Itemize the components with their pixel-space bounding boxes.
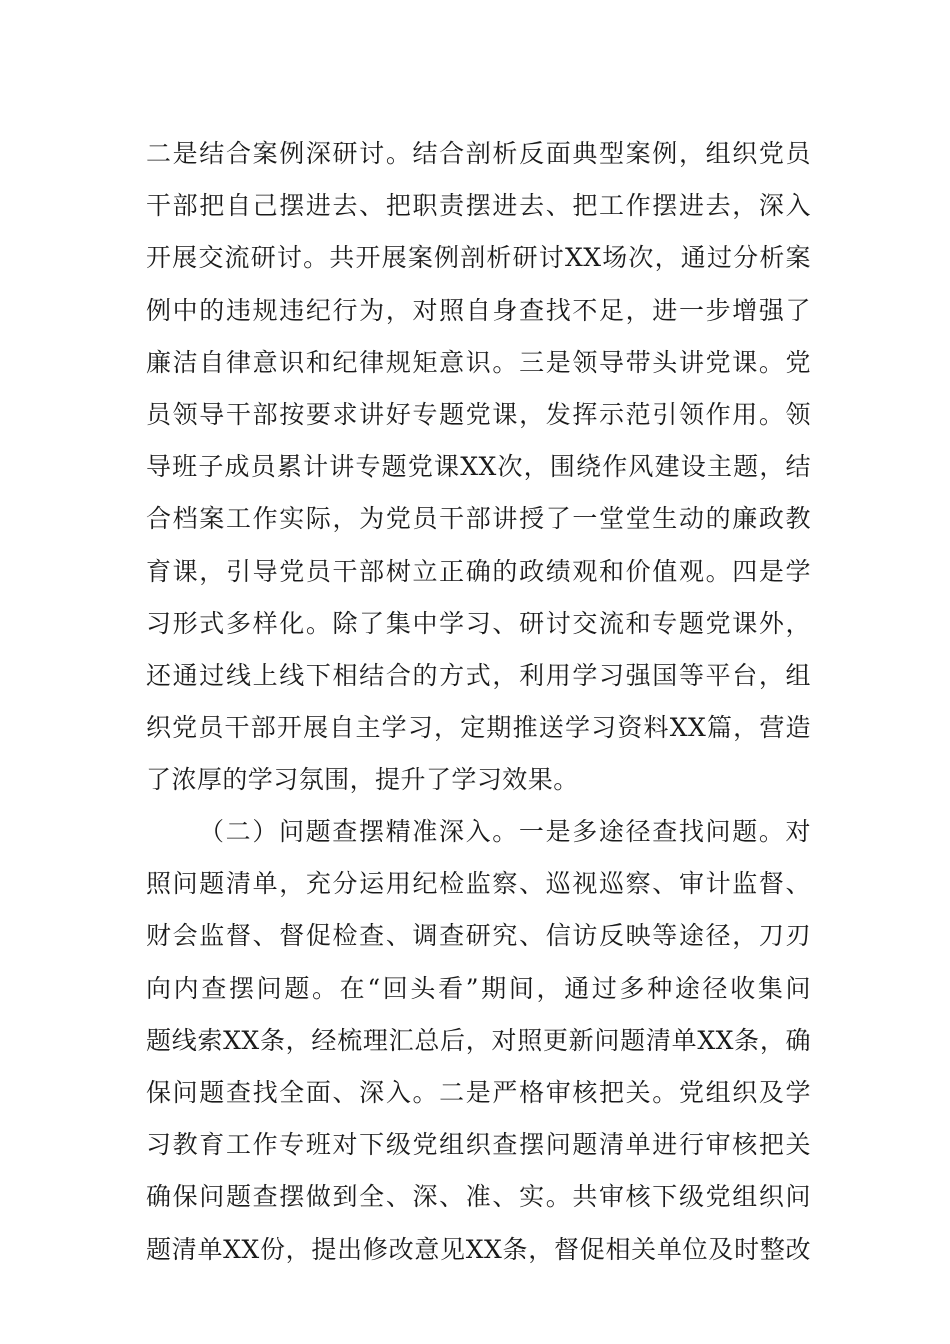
paragraph-line: 向内查摆问题。在“回头看”期间，通过多种途径收集问 (146, 973, 811, 1003)
paragraph-line: 保问题查找全面、深入。二是严格审核把关。党组织及学 (146, 1077, 811, 1107)
paragraph-line: （二）问题查摆精准深入。一是多途径查找问题。对 (199, 817, 811, 846)
paragraph-line: 员领导干部按要求讲好专题党课，发挥示范引领作用。领 (146, 399, 811, 429)
paragraph-1 (146, 128, 811, 806)
paragraph-line: 合档案工作实际，为党员干部讲授了一堂堂生动的廉政教 (146, 504, 811, 534)
paragraph-line: 干部把自己摆进去、把职责摆进去、把工作摆进去，深入 (146, 191, 811, 221)
paragraph-line: 习教育工作专班对下级党组织查摆问题清单进行审核把关 (146, 1130, 811, 1160)
paragraph-line: 导班子成员累计讲专题党课XX次，围绕作风建设主题，结 (146, 452, 811, 482)
paragraph-line: 题线索XX条，经梳理汇总后，对照更新问题清单XX条，确 (146, 1025, 811, 1055)
paragraph-line: 育课，引导党员干部树立正确的政绩观和价值观。四是学 (146, 556, 811, 586)
paragraph-line: 照问题清单，充分运用纪检监察、巡视巡察、审计监督、 (146, 869, 811, 899)
paragraph-line: 织党员干部开展自主学习，定期推送学习资料XX篇，营造 (146, 713, 811, 743)
paragraph-line: 题清单XX份，提出修改意见XX条，督促相关单位及时整改 (146, 1234, 811, 1264)
paragraph-line: 习形式多样化。除了集中学习、研讨交流和专题党课外， (146, 608, 811, 638)
paragraph-line: 确保问题查摆做到全、深、准、实。共审核下级党组织问 (146, 1182, 811, 1212)
paragraph-line: 例中的违规违纪行为，对照自身查找不足，进一步增强了 (146, 295, 811, 325)
paragraph-line: 二是结合案例深研讨。结合剖析反面典型案例，组织党员 (146, 139, 811, 168)
paragraph-line: 财会监督、督促检查、调查研究、信访反映等途径，刀刃 (146, 921, 811, 951)
paragraph-line: 了浓厚的学习氛围，提升了学习效果。 (146, 765, 579, 795)
paragraph-2 (146, 806, 811, 1276)
paragraph-line: 廉洁自律意识和纪律规矩意识。三是领导带头讲党课。党 (146, 347, 811, 377)
paragraph-line: 开展交流研讨。共开展案例剖析研讨XX场次，通过分析案 (146, 243, 811, 273)
paragraph-line: 还通过线上线下相结合的方式，利用学习强国等平台，组 (146, 660, 811, 690)
